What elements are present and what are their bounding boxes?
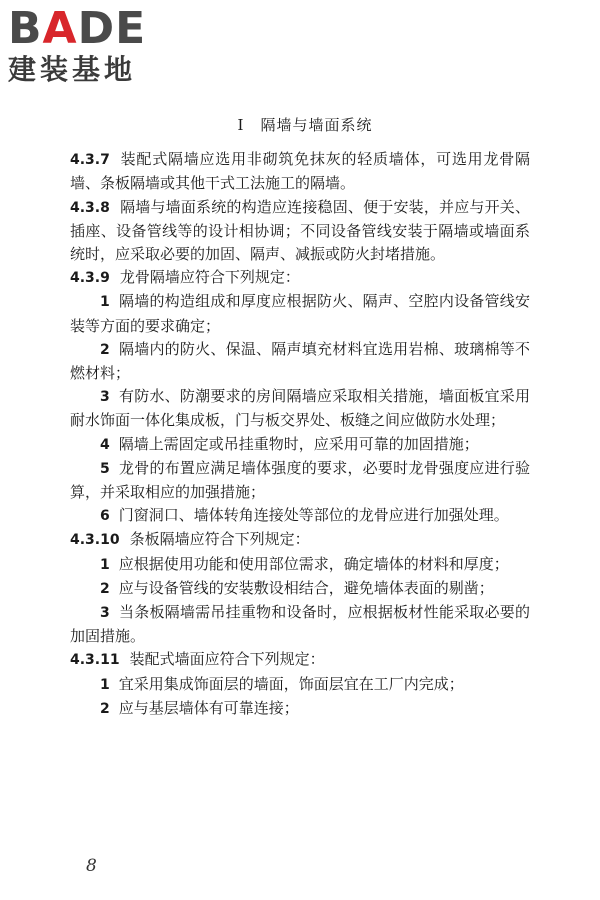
clause-4-3-9-item-2: 2 隔墙内的防火、保温、隔声填充材料宜选用岩棉、玻璃棉等不燃材料； — [70, 339, 530, 383]
clause-4-3-10-item-3: 3 当条板隔墙需吊挂重物和设备时，应根据板材性能采取必要的加固措施。 — [70, 603, 530, 646]
clause-4-3-9-item-1: 1 隔墙的构造组成和厚度应根据防火、隔声、空腔内设备管线安装等方面的要求确定； — [70, 292, 530, 335]
clause-4-3-11-item-1: 1 宜采用集成饰面层的墙面，饰面层宜在工厂内完成； — [100, 674, 464, 693]
bade-logo — [8, 3, 178, 86]
clause-4-3-7: 4.3.7 装配式隔墙应选用非砌筑免抹灰的轻质墙体，可选用龙骨隔墙、条板隔墙或其他干式工法施工的隔墙。 — [70, 150, 530, 193]
clause-4-3-8: 4.3.8 隔墙与墙面系统的构造应连接稳固、便于安装，并应与开关、插座、设备管线等的设计相协调；不同设备管线安装于隔墙或墙面系统时，应采取必要的加固、隔声、减振或防火封堵措施。 — [70, 197, 530, 264]
section-title: Ⅰ 隔墙与墙面系统 — [237, 116, 373, 134]
clause-4-3-11-item-2: 2 应与基层墙体有可靠连接； — [100, 698, 299, 717]
document-body — [70, 114, 530, 721]
clause-4-3-9-item-4: 4 隔墙上需固定或吊挂重物时，应采用可靠的加固措施； — [100, 434, 479, 453]
clause-4-3-9-item-6: 6 门窗洞口、墙体转角连接处等部位的龙骨应进行加强处理。 — [100, 506, 509, 525]
clause-4-3-10-item-1: 1 应根据使用功能和使用部位需求，确定墙体的材料和厚度； — [100, 554, 509, 573]
clause-4-3-10: 4.3.10 条板隔墙应符合下列规定： — [70, 530, 310, 549]
clause-4-3-9-item-5: 5 龙骨的布置应满足墙体强度的要求，必要时龙骨强度应进行验算，并采取相应的加强措施； — [70, 458, 530, 502]
clause-4-3-10-item-2: 2 应与设备管线的安装敷设相结合，避免墙体表面的剔凿； — [100, 578, 494, 597]
logo-subtitle: 建装基地 — [8, 53, 137, 86]
clause-4-3-9: 4.3.9 龙骨隔墙应符合下列规定： — [70, 268, 300, 287]
clause-4-3-11: 4.3.11 装配式墙面应符合下列规定： — [70, 650, 325, 669]
page-number: 8 — [86, 856, 97, 876]
clause-4-3-9-item-3: 3 有防水、防潮要求的房间隔墙应采取相关措施，墙面板宜采用耐水饰面一体化集成板，门与板交界处、板缝之间应做防水处理； — [70, 387, 530, 430]
logo-wordmark: BADE — [8, 3, 147, 54]
